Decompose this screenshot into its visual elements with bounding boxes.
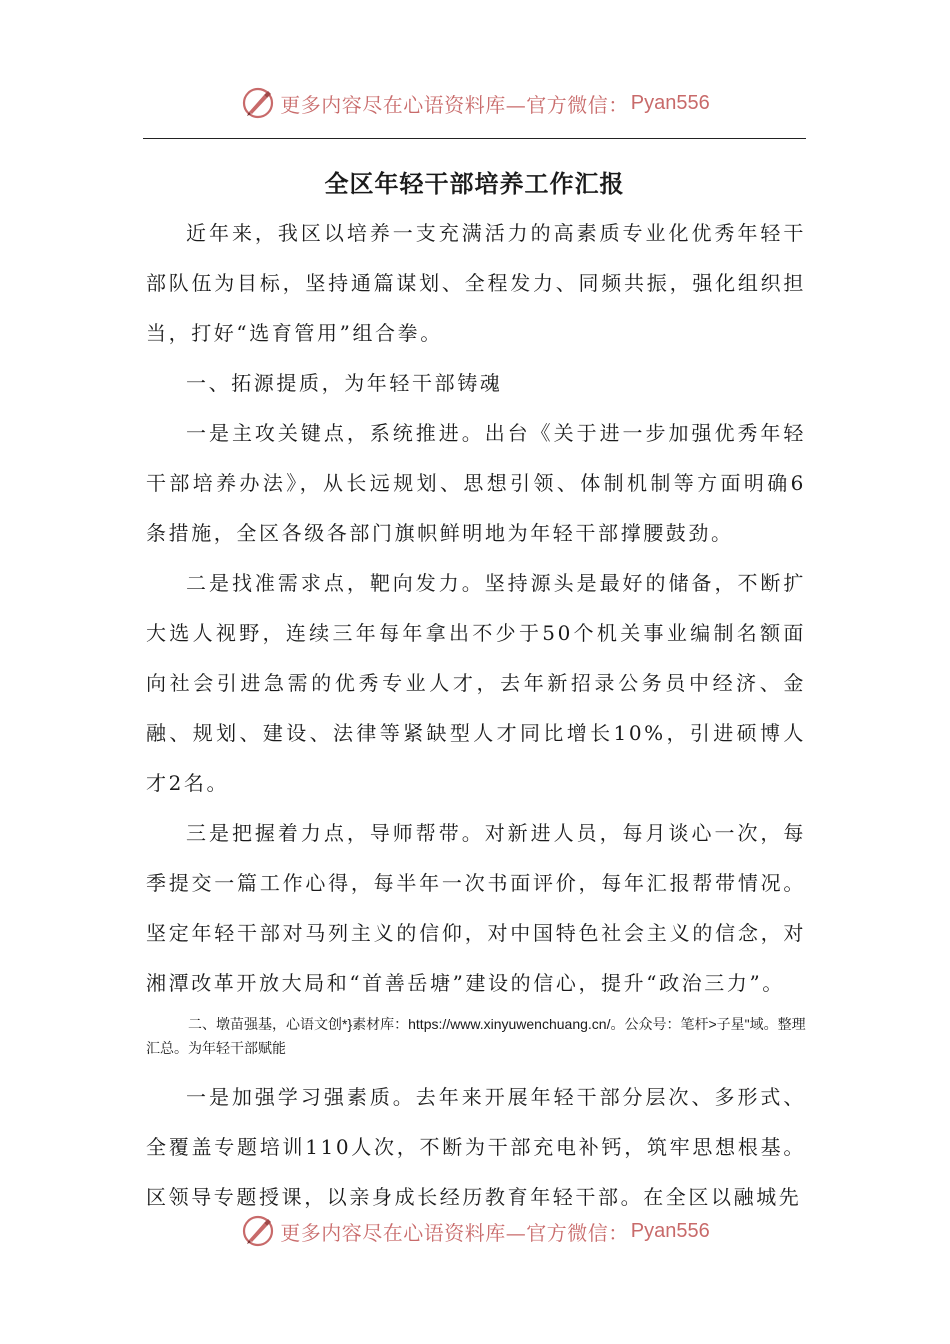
header-divider (143, 138, 806, 139)
section-heading-2: 二、墩苗强基，心语文创*}素材库：https://www.xinyuwenchuang.cn/。公众号：笔杆>子星"域。整理汇总。为年轻干部赋能 (146, 1016, 806, 1056)
brand-text: 更多内容尽在心语资料库—官方微信： (280, 92, 629, 117)
paragraph-point-2: 二是找准需求点，靶向发力。坚持源头是最好的储备，不断扩大选人视野，连续三年每年拿出不少于50个机关事业编制名额面向社会引进急需的优秀专业人才，去年新招录公务员中经济、金融、规划、建设、法律等紧缺型人才同比增长10%，引进硕博人才2名。 (146, 571, 806, 795)
brand-text: 更多内容尽在心语资料库—官方微信： (280, 1220, 629, 1245)
wechat-id: Pyan556 (630, 91, 710, 114)
brand-banner-footer (240, 1213, 709, 1249)
paragraph-point-3: 三是把握着力点，导师帮带。对新进人员，每月谈心一次，每季提交一篇工作心得，每半年一次书面评价，每年汇报帮带情况。坚定年轻干部对马列主义的信仰，对中国特色社会主义的信念，对湘潭改革开放大局和“首善岳塘”建设的信心，提升“政治三力”。 (146, 821, 806, 995)
brand-banner (240, 85, 709, 121)
document-body (146, 208, 806, 1222)
pen-logo-icon (240, 85, 276, 121)
wechat-id: Pyan556 (630, 1219, 710, 1242)
pen-logo-icon (240, 1213, 276, 1249)
section-heading-1: 一、拓源提质，为年轻干部铸魂 (186, 371, 503, 395)
document-title: 全区年轻干部培养工作汇报 (324, 169, 625, 198)
paragraph-section2-point-1: 一是加强学习强素质。去年来开展年轻干部分层次、多形式、全覆盖专题培训110人次，不断为干部充电补钙，筑牢思想根基。区领导专题授课，以亲身成长经历教育年轻干部。在全区以融城先 (146, 1085, 806, 1209)
paragraph-intro: 近年来，我区以培养一支充满活力的高素质专业化优秀年轻干部队伍为目标，坚持通篇谋划、全程发力、同频共振，强化组织担当，打好“选育管用”组合拳。 (146, 221, 806, 345)
footer-watermark (0, 1206, 950, 1256)
paragraph-point-1: 一是主攻关键点，系统推进。出台《关于进一步加强优秀年轻干部培养办法》，从长远规划、思想引领、体制机制等方面明确6条措施，全区各级各部门旗帜鲜明地为年轻干部撑腰鼓劲。 (146, 421, 806, 545)
header-watermark (0, 78, 950, 128)
